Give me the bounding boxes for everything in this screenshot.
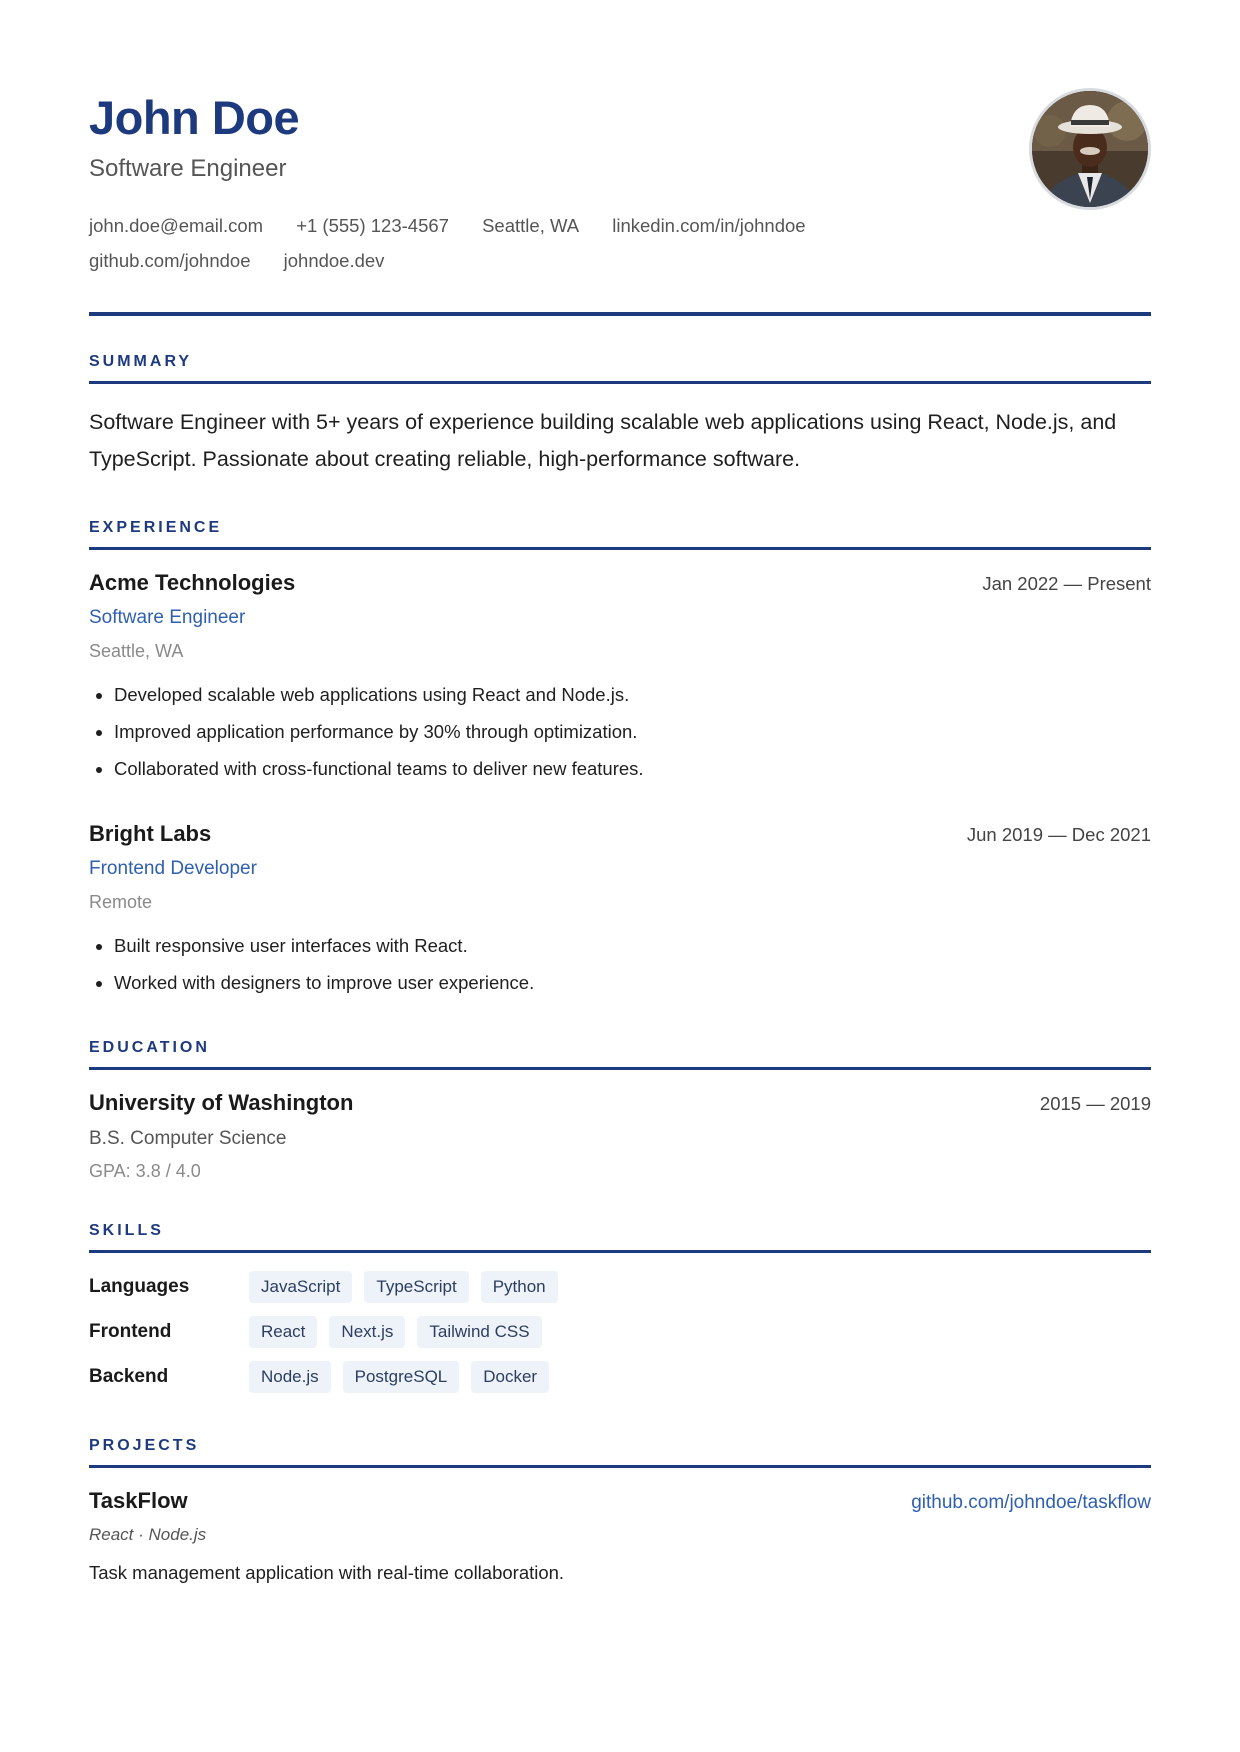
experience-entry [89, 821, 1151, 1001]
education-dates: 2015 — 2019 [1039, 1093, 1151, 1114]
project-description: Task management application with real-time collaboration. [89, 1562, 565, 1583]
section-title-summary: SUMMARY [89, 353, 1151, 384]
company-name: Bright Labs [89, 821, 212, 846]
skill-chip: Next.js [329, 1316, 405, 1348]
skills-section [89, 1222, 1151, 1399]
candidate-name: John Doe [89, 91, 300, 144]
gpa: GPA: 3.8 / 4.0 [89, 1161, 201, 1181]
contact-list [89, 208, 889, 278]
skill-group-label: Frontend [89, 1320, 172, 1342]
list-item: • Collaborated with cross-functional teams to deliver new features. [114, 750, 1151, 787]
projects-section [89, 1437, 1151, 1584]
experience-entry [89, 570, 1151, 787]
project-link[interactable]: github.com/johndoe/taskflow [911, 1492, 1151, 1513]
contact-email[interactable]: john.doe@email.com [89, 215, 264, 236]
job-role: Software Engineer [89, 607, 246, 628]
skill-group [89, 1354, 1151, 1399]
skill-group-label: Backend [89, 1365, 169, 1387]
avatar [1029, 88, 1151, 210]
education-section [89, 1039, 1151, 1182]
avatar-photo-icon [1032, 91, 1148, 207]
skill-chip: React [249, 1316, 317, 1348]
contact-github[interactable]: github.com/johndoe [89, 250, 251, 271]
school-name: University of Washington [89, 1090, 354, 1115]
job-bullet-list [89, 927, 1151, 1001]
contact-website[interactable]: johndoe.dev [283, 250, 385, 271]
skill-chip: Python [481, 1271, 558, 1303]
project-name: TaskFlow [89, 1488, 188, 1513]
summary-text: Software Engineer with 5+ years of experience building scalable web applications using React, Node.js, and TypeScript. Passionate about creating reliable, high-performance software. [89, 410, 1117, 471]
project-entry [89, 1488, 1151, 1584]
skill-chip: Docker [471, 1361, 549, 1393]
section-title-skills: SKILLS [89, 1222, 1151, 1253]
section-title-projects: PROJECTS [89, 1437, 1151, 1468]
candidate-title: Software Engineer [89, 155, 287, 182]
experience-section [89, 519, 1151, 1001]
contact-phone[interactable]: +1 (555) 123-4567 [296, 215, 449, 236]
section-title-education: EDUCATION [89, 1039, 1151, 1070]
skill-chip: JavaScript [249, 1271, 352, 1303]
skill-chip: PostgreSQL [343, 1361, 460, 1393]
summary-section [89, 353, 1151, 478]
skill-chip: Tailwind CSS [417, 1316, 541, 1348]
resume-header [89, 0, 1151, 312]
list-item: • Worked with designers to improve user experience. [114, 964, 1151, 1001]
employment-dates: Jun 2019 — Dec 2021 [966, 824, 1151, 845]
job-location: Remote [89, 892, 153, 912]
employment-dates: Jan 2022 — Present [982, 573, 1151, 594]
skill-group-label: Languages [89, 1275, 190, 1297]
education-entry [89, 1090, 1151, 1182]
project-tech: React · Node.js [89, 1525, 207, 1544]
skill-group [89, 1309, 1151, 1354]
skill-chip: Node.js [249, 1361, 331, 1393]
degree: B.S. Computer Science [89, 1128, 287, 1149]
contact-linkedin[interactable]: linkedin.com/in/johndoe [612, 215, 806, 236]
list-item: • Improved application performance by 30% through optimization. [114, 713, 1151, 750]
list-item: • Built responsive user interfaces with React. [114, 927, 1151, 964]
job-bullet-list [89, 676, 1151, 787]
skill-chip: TypeScript [364, 1271, 468, 1303]
job-location: Seattle, WA [89, 641, 184, 661]
job-role: Frontend Developer [89, 858, 257, 879]
header-divider [89, 312, 1151, 316]
contact-location: Seattle, WA [482, 215, 580, 236]
company-name: Acme Technologies [89, 570, 296, 595]
section-title-experience: EXPERIENCE [89, 519, 1151, 550]
list-item: • Developed scalable web applications using React and Node.js. [114, 676, 1151, 713]
skill-group [89, 1264, 1151, 1309]
